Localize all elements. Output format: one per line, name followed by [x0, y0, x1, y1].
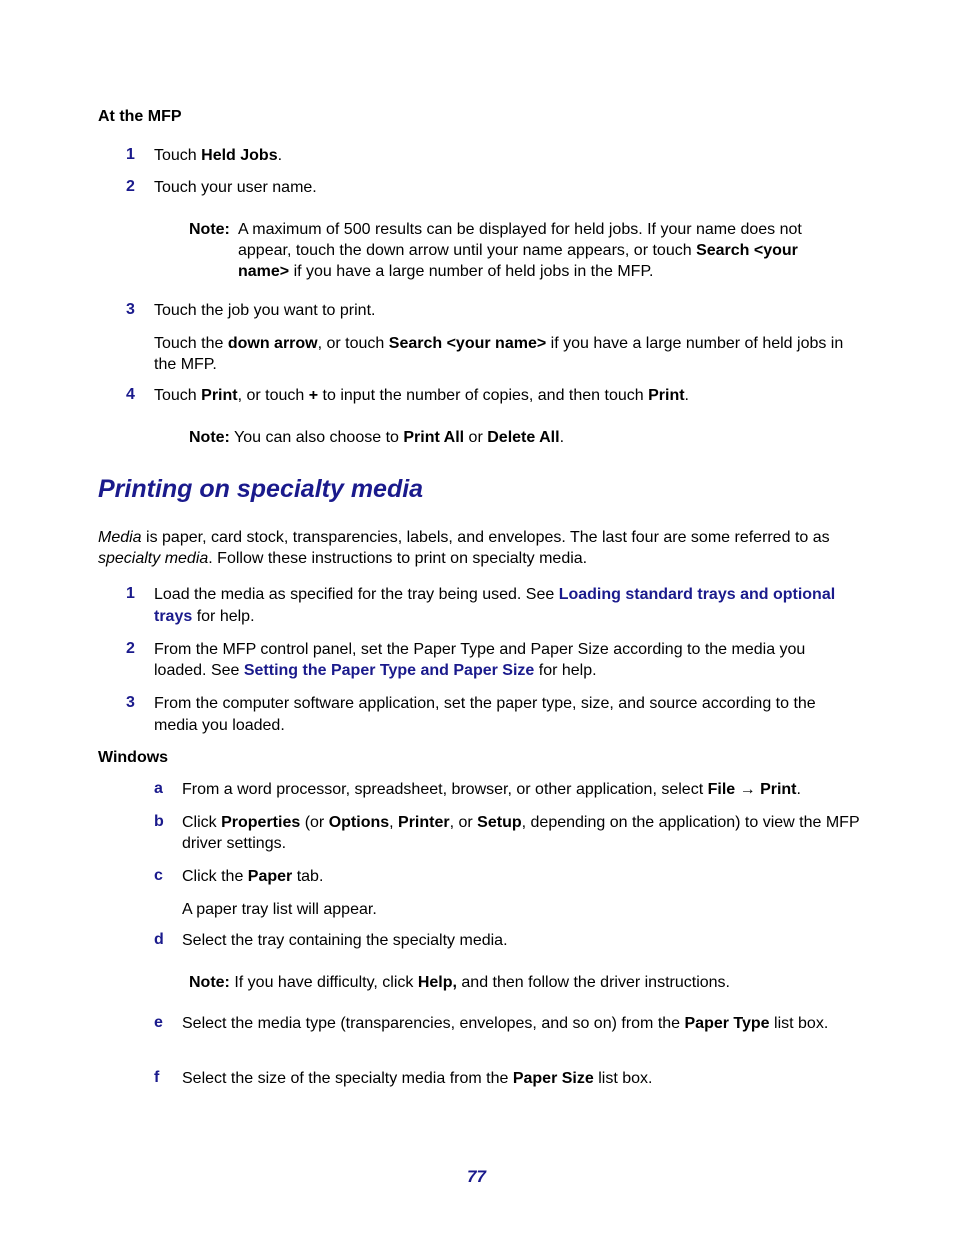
step-number: 3	[126, 301, 135, 318]
step-text: Touch Print, or touch + to input the number of copies, and then touch Print.	[154, 387, 689, 404]
step-number: 2	[126, 178, 135, 195]
note: Note: You can also choose to Print All or Delete All.	[189, 429, 565, 446]
substep-text: Select the media type (transparencies, envelopes, and so on) from the Paper Type list box.	[182, 1015, 829, 1032]
step-text: Touch Held Jobs.	[154, 147, 283, 164]
section-title: Printing on specialty media	[98, 475, 424, 503]
step-number: 3	[126, 694, 135, 711]
substep-letter: d	[154, 931, 164, 948]
substep-paragraph: A paper tray list will appear.	[182, 901, 377, 918]
page-number: 77	[467, 1167, 486, 1186]
note: Note: If you have difficulty, click Help, and then follow the driver instructions.	[189, 974, 730, 991]
step-number: 4	[126, 386, 135, 403]
link-loading-trays[interactable]: Loading standard trays and optional trays	[154, 586, 836, 625]
step-text: Load the media as specified for the tray being used. See Loading standard trays and optional trays for help.	[154, 586, 836, 625]
substep-letter: b	[154, 813, 164, 830]
substep-text: Click Properties (or Options, Printer, or Setup, depending on the application) to view the MFP driver settings.	[182, 814, 860, 852]
substep-text: From a word processor, spreadsheet, browser, or other application, select File → Print.	[182, 781, 801, 798]
substep-text: Select the tray containing the specialty media.	[182, 932, 508, 949]
step-number: 1	[126, 146, 135, 163]
substep-letter: e	[154, 1014, 163, 1031]
substep-text: Select the size of the specialty media from the Paper Size list box.	[182, 1070, 653, 1087]
section-heading-at-the-mfp: At the MFP	[98, 108, 182, 125]
substep-text: Click the Paper tab.	[182, 868, 324, 885]
substep-letter: f	[154, 1069, 160, 1086]
substep-letter: c	[154, 867, 163, 884]
intro-paragraph: Media is paper, card stock, transparencies, labels, and envelopes. The last four are some referred to as specialty media. Follow these instructions to print on specialty media.	[98, 529, 830, 567]
step-number: 1	[126, 585, 135, 602]
right-arrow-icon: →	[739, 781, 756, 798]
step-number: 2	[126, 640, 135, 657]
windows-heading: Windows	[98, 749, 169, 766]
step-paragraph: Touch the down arrow, or touch Search <your name> if you have a large number of held jobs in the MFP.	[154, 335, 844, 373]
step-text: Touch your user name.	[154, 179, 317, 196]
step-text: From the computer software application, set the paper type, size, and source according to the media you loaded.	[154, 695, 816, 734]
note-text: A maximum of 500 results can be displayed for held jobs. If your name does not appear, touch the down arrow until your name appears, or touch Search <your name> if you have a large number of held jobs in the MFP.	[238, 221, 802, 280]
step-text: Touch the job you want to print.	[154, 302, 376, 319]
link-paper-type-size[interactable]: Setting the Paper Type and Paper Size	[243, 662, 535, 679]
substep-letter: a	[154, 780, 163, 797]
note-label: Note:	[189, 221, 230, 238]
step-text: From the MFP control panel, set the Paper Type and Paper Size according to the media you loaded. See Setting the Paper Type and Paper Size for help.	[154, 641, 806, 679]
